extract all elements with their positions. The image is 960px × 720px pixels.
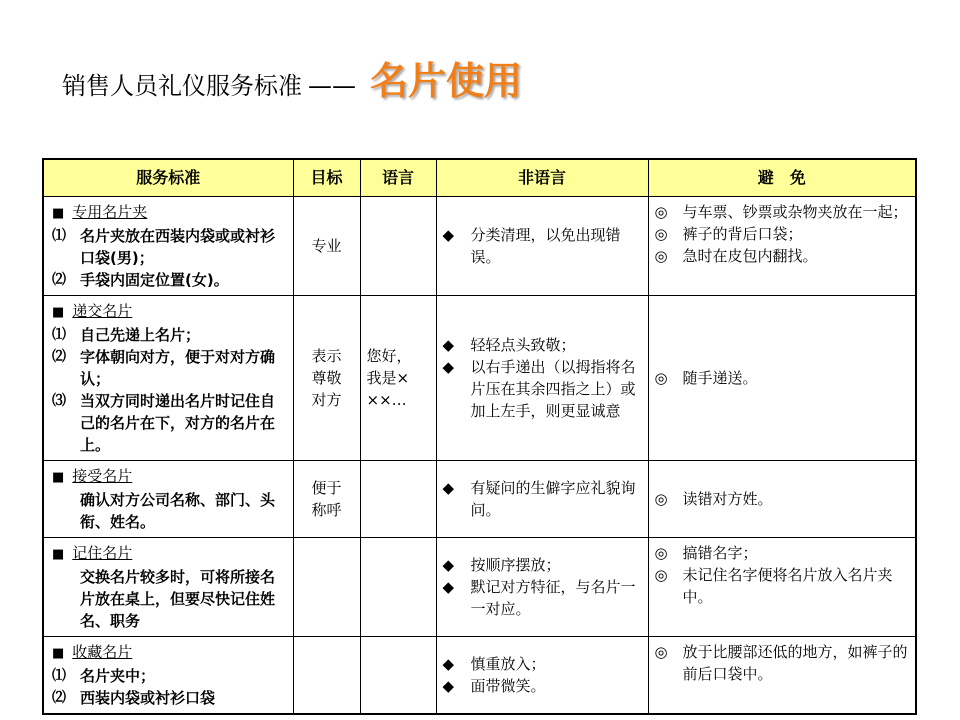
- item-text: 手袋内固定位置(女)。: [80, 271, 229, 289]
- avoid-item: [655, 367, 910, 389]
- nonverbal-item: [443, 554, 642, 576]
- title-dash: ——: [308, 72, 356, 100]
- standard-cell: [43, 296, 293, 461]
- speech-text: 我是×: [366, 369, 410, 387]
- goal-cell: [293, 538, 360, 637]
- nonverbal-cell: [436, 538, 648, 637]
- avoid-item: [655, 223, 910, 245]
- avoid-text: 与车票、钞票或杂物夹放在一起；: [682, 203, 908, 221]
- double-circle-icon: ◎: [654, 203, 668, 221]
- nonverbal-text: 轻轻点头致敬；: [470, 336, 576, 354]
- section-heading: [52, 300, 289, 324]
- speech-cell: [360, 296, 436, 461]
- goal-text: 便于: [311, 479, 342, 497]
- avoid-text: 裤子的背后口袋；: [682, 225, 803, 243]
- nonverbal-text: 慎重放入；: [470, 655, 546, 673]
- nonverbal-cell: [436, 197, 648, 296]
- item-number: ⑵: [52, 349, 66, 365]
- goal-text: 称呼: [311, 501, 342, 519]
- nonverbal-cell: [436, 637, 648, 715]
- section-heading: [52, 465, 289, 489]
- black-square-icon: ■: [52, 470, 65, 485]
- nonverbal-text: 按顺序摆放；: [470, 556, 561, 574]
- avoid-text: 读错对方姓。: [682, 490, 773, 508]
- etiquette-table: [42, 158, 917, 715]
- diamond-bullet-icon: ◆: [442, 578, 455, 596]
- goal-text: 专业: [311, 237, 342, 255]
- header-goal: 目标: [293, 159, 360, 197]
- avoid-text: 未记住名字便将名片放入名片夹中。: [682, 566, 893, 606]
- nonverbal-text: 以右手递出（以拇指将名片压在其余四指之上）或加上左手，则更显诚意: [470, 358, 636, 420]
- avoid-text: 随手递送。: [682, 369, 758, 387]
- double-circle-icon: ◎: [654, 247, 668, 265]
- table-row: [43, 197, 916, 296]
- goal-cell: [293, 461, 360, 538]
- avoid-cell: [648, 538, 916, 637]
- nonverbal-item: [443, 224, 642, 268]
- standard-item: [52, 390, 289, 456]
- nonverbal-item: [443, 653, 642, 675]
- item-number: ⑵: [52, 272, 66, 288]
- item-text: 确认对方公司名称、部门、头衔、姓名。: [80, 491, 276, 531]
- diamond-bullet-icon: ◆: [442, 655, 455, 673]
- diamond-bullet-icon: ◆: [442, 336, 455, 354]
- avoid-item: [655, 641, 910, 685]
- header-speech: 语言: [360, 159, 436, 197]
- standard-cell: [43, 197, 293, 296]
- avoid-item: [655, 542, 910, 564]
- standard-item: [52, 665, 289, 687]
- double-circle-icon: ◎: [654, 544, 668, 562]
- table-row: [43, 296, 916, 461]
- avoid-item: [655, 488, 910, 510]
- avoid-cell: [648, 637, 916, 715]
- header-nonverbal: 非语言: [436, 159, 648, 197]
- nonverbal-text: 默记对方特征，与名片一一对应。: [470, 578, 636, 618]
- table-row: [43, 637, 916, 715]
- section-title: 接受名片: [72, 467, 133, 485]
- goal-text: 尊敬: [311, 369, 342, 387]
- diamond-bullet-icon: ◆: [442, 677, 455, 695]
- header-avoid: 避 免: [648, 159, 916, 197]
- title-accent: 名片使用: [370, 59, 523, 103]
- speech-cell: [360, 461, 436, 538]
- header-standard: 服务标准: [43, 159, 293, 197]
- avoid-item: [655, 245, 910, 267]
- nonverbal-text: 有疑问的生僻字应礼貌询问。: [470, 479, 636, 519]
- item-number: ⑴: [52, 668, 66, 684]
- item-text: 名片夹放在西装内袋或或衬衫口袋(男)；: [80, 227, 276, 267]
- standard-item: [52, 566, 289, 632]
- table-body: [43, 197, 916, 715]
- avoid-text: 搞错名字；: [682, 544, 758, 562]
- avoid-cell: [648, 197, 916, 296]
- title-main: 销售人员礼仪服务标准: [62, 72, 302, 100]
- goal-cell: [293, 197, 360, 296]
- standard-item: [52, 346, 289, 390]
- item-number: ⑴: [52, 228, 66, 244]
- black-square-icon: ■: [52, 547, 65, 562]
- black-square-icon: ■: [52, 646, 65, 661]
- speech-text: ××…: [366, 391, 407, 409]
- section-title: 收藏名片: [72, 643, 133, 661]
- diamond-bullet-icon: ◆: [442, 358, 455, 376]
- nonverbal-item: [443, 334, 642, 356]
- item-number: [52, 566, 80, 632]
- double-circle-icon: ◎: [654, 643, 668, 661]
- nonverbal-item: [443, 576, 642, 620]
- standard-cell: [43, 538, 293, 637]
- black-square-icon: ■: [52, 305, 65, 320]
- nonverbal-cell: [436, 461, 648, 538]
- item-text: 西装内袋或衬衫口袋: [80, 689, 216, 707]
- standard-item: [52, 489, 289, 533]
- nonverbal-item: [443, 477, 642, 521]
- avoid-cell: [648, 296, 916, 461]
- diamond-bullet-icon: ◆: [442, 479, 455, 497]
- item-number: ⑶: [52, 393, 66, 409]
- nonverbal-text: 分类清理，以免出现错误。: [470, 226, 621, 266]
- speech-cell: [360, 637, 436, 715]
- item-text: 自己先递上名片；: [80, 326, 201, 344]
- item-number: ⑴: [52, 327, 66, 343]
- nonverbal-item: [443, 356, 642, 422]
- item-number: ⑵: [52, 690, 66, 706]
- section-heading: [52, 542, 289, 566]
- standard-item: [52, 269, 289, 291]
- section-title: 专用名片夹: [72, 203, 148, 221]
- standard-item: [52, 225, 289, 269]
- item-text: 当双方同时递出名片时记住自己的名片在下，对方的名片在上。: [80, 392, 276, 454]
- diamond-bullet-icon: ◆: [442, 226, 455, 244]
- standard-cell: [43, 461, 293, 538]
- black-square-icon: ■: [52, 206, 65, 221]
- standard-item: [52, 324, 289, 346]
- avoid-item: [655, 564, 910, 608]
- section-heading: [52, 641, 289, 665]
- double-circle-icon: ◎: [654, 566, 668, 584]
- goal-text: 表示: [311, 347, 342, 365]
- item-text: 交换名片较多时，可将所接名片放在桌上，但要尽快记住姓名、职务: [80, 568, 276, 630]
- speech-cell: [360, 197, 436, 296]
- section-title: 递交名片: [72, 302, 133, 320]
- item-number: [52, 489, 80, 533]
- avoid-item: [655, 201, 910, 223]
- goal-cell: [293, 637, 360, 715]
- slide-title: [62, 50, 522, 105]
- speech-cell: [360, 538, 436, 637]
- double-circle-icon: ◎: [654, 369, 668, 387]
- item-text: 名片夹中；: [80, 667, 156, 685]
- avoid-cell: [648, 461, 916, 538]
- nonverbal-cell: [436, 296, 648, 461]
- speech-text: 您好，: [366, 347, 412, 365]
- goal-text: 对方: [311, 391, 342, 409]
- standard-cell: [43, 637, 293, 715]
- section-title: 记住名片: [72, 544, 133, 562]
- avoid-text: 急时在皮包内翻找。: [682, 247, 818, 265]
- table-header-row: [43, 159, 916, 197]
- table-row: [43, 538, 916, 637]
- section-heading: [52, 201, 289, 225]
- diamond-bullet-icon: ◆: [442, 556, 455, 574]
- table-row: [43, 461, 916, 538]
- goal-cell: [293, 296, 360, 461]
- avoid-text: 放于比腰部还低的地方，如裤子的前后口袋中。: [682, 643, 908, 683]
- nonverbal-text: 面带微笑。: [470, 677, 546, 695]
- item-text: 字体朝向对方，便于对对方确认；: [80, 348, 276, 388]
- standard-item: [52, 687, 289, 709]
- double-circle-icon: ◎: [654, 490, 668, 508]
- double-circle-icon: ◎: [654, 225, 668, 243]
- nonverbal-item: [443, 675, 642, 697]
